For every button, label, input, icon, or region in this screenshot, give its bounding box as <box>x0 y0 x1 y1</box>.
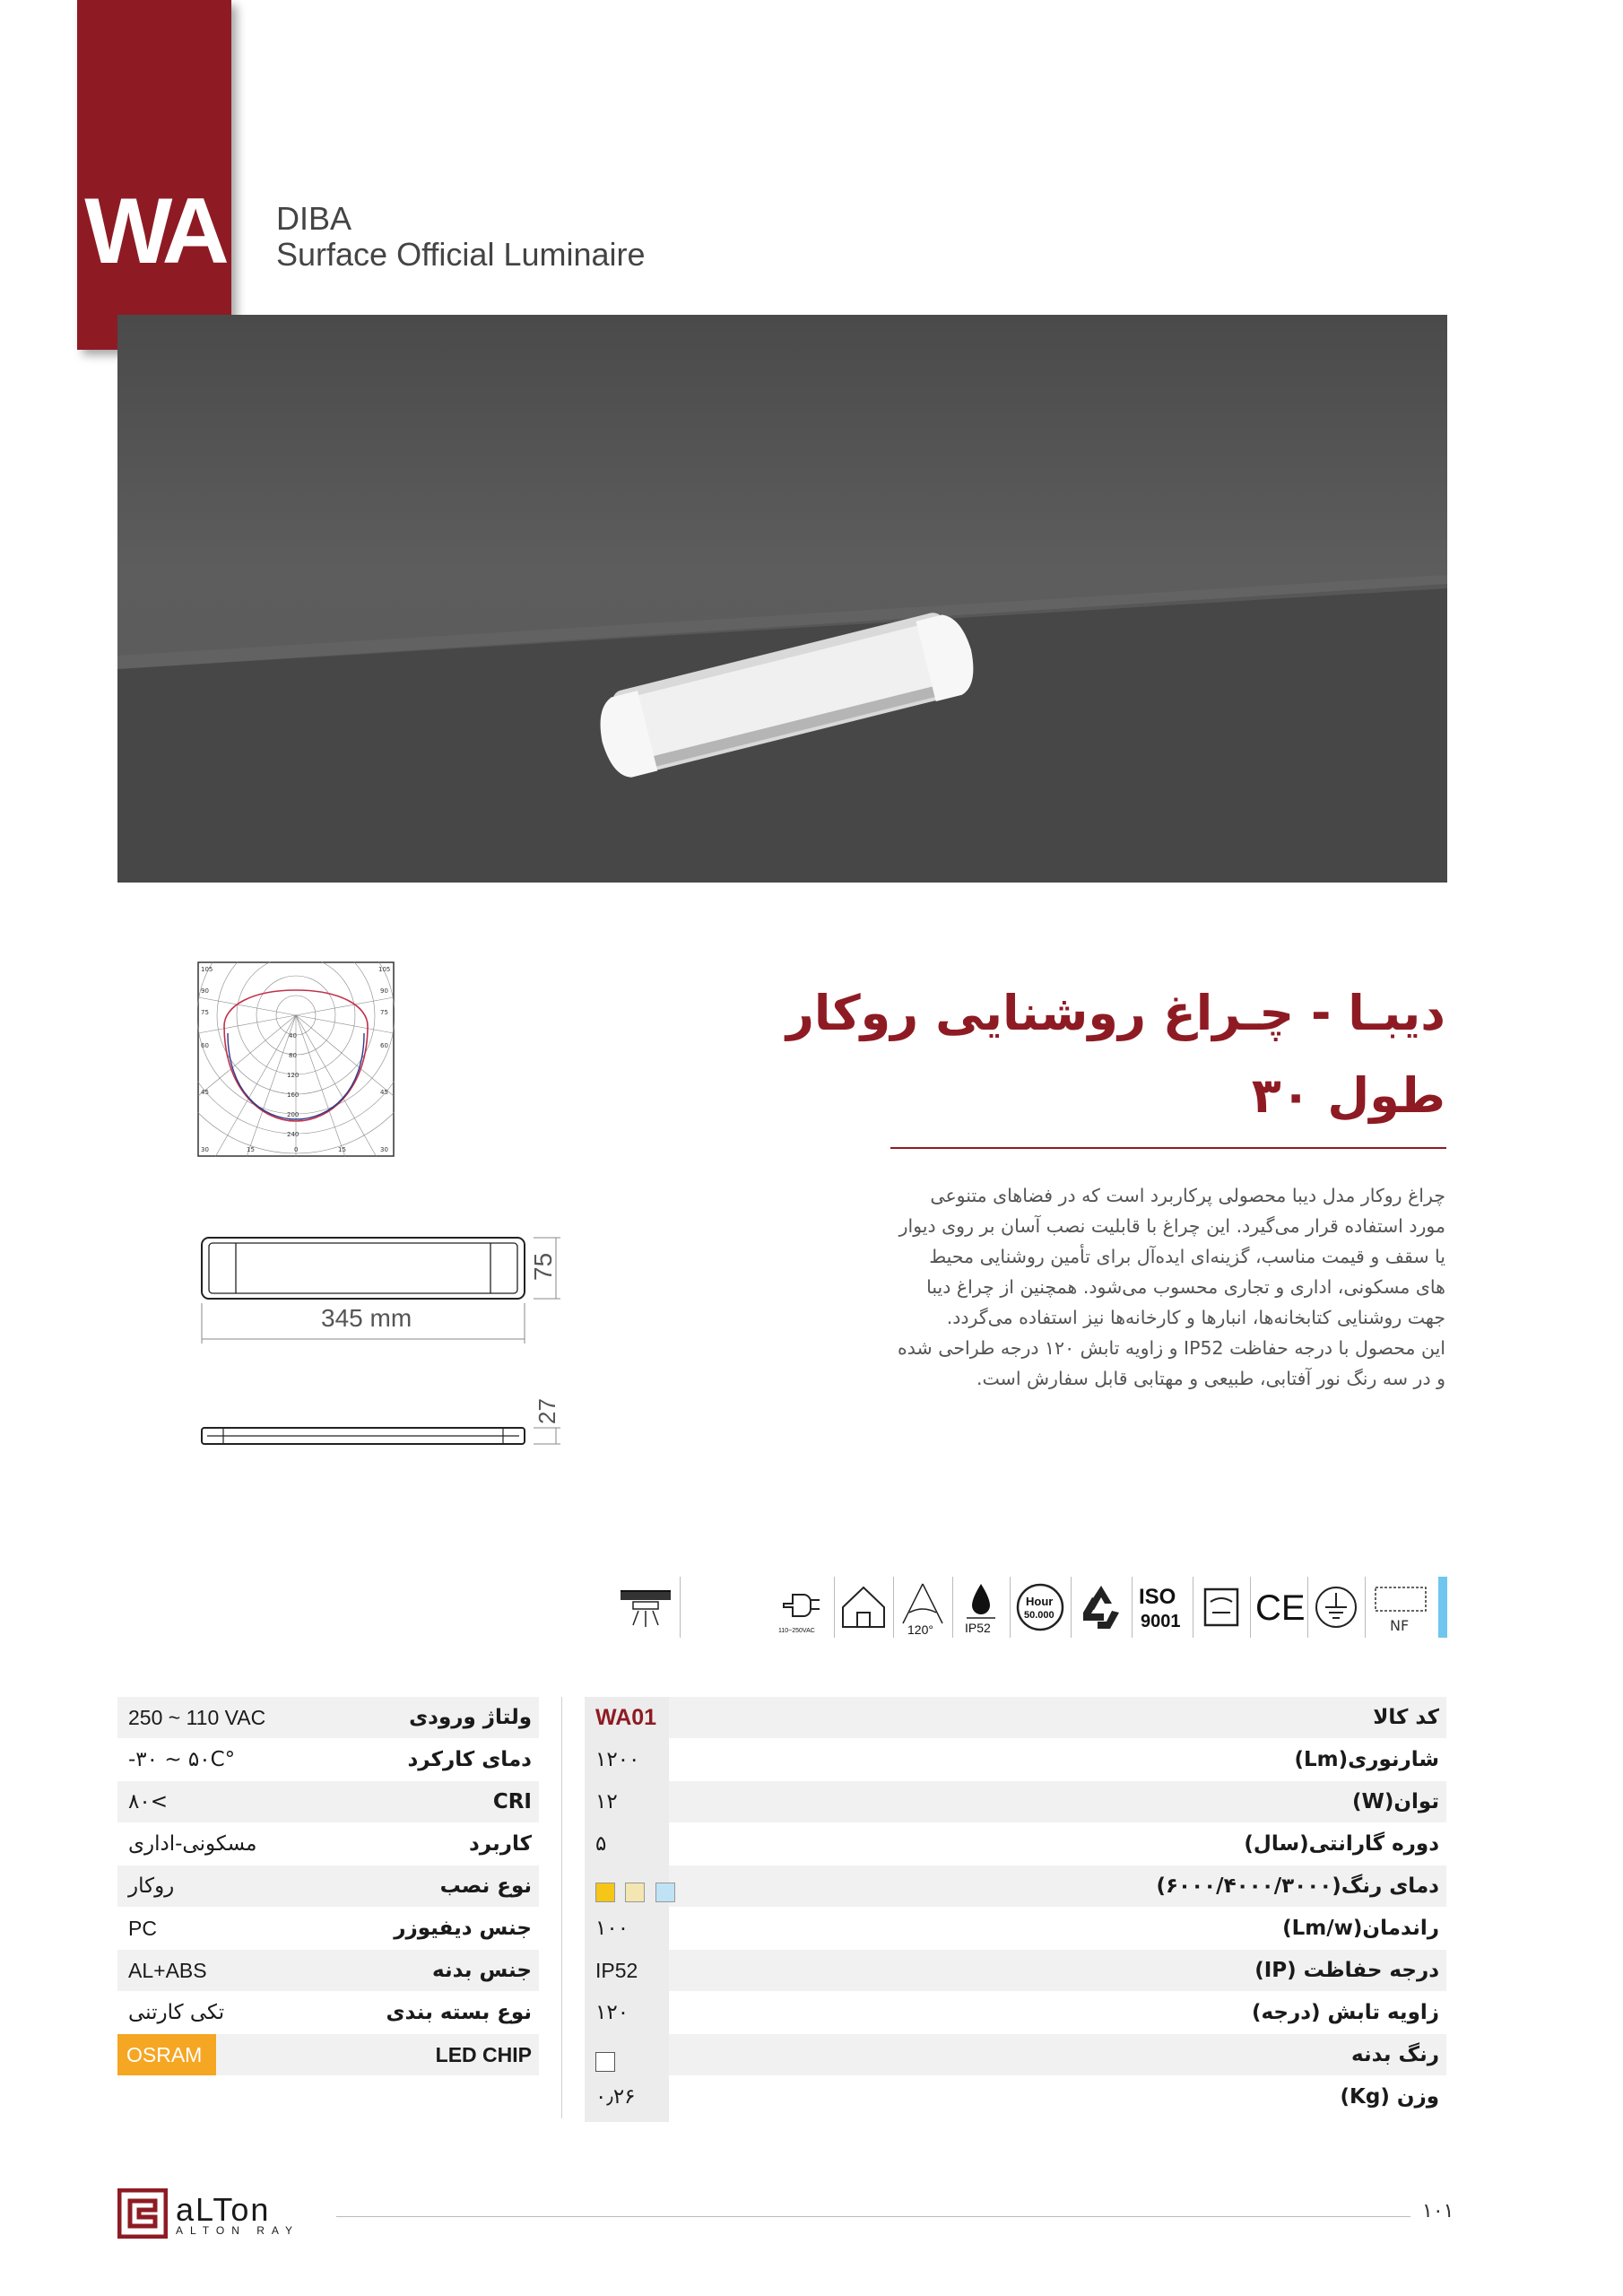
radial-label: 40 <box>289 1032 297 1039</box>
spec-row: PC جنس دیفیوزر <box>128 1917 532 1940</box>
footer-divider <box>336 2216 1410 2217</box>
series-subtitle: Surface Official Luminaire <box>276 236 646 273</box>
angle-label: 60 <box>201 1042 209 1049</box>
spec-row: WA01 کد کالا <box>585 1697 1446 1738</box>
warm-swatch <box>595 1883 615 1902</box>
iso-icon <box>1132 1577 1193 1638</box>
ground-icon <box>1307 1577 1366 1638</box>
spec-row: ۸۰< CRI <box>117 1781 539 1822</box>
series-heading <box>276 201 646 273</box>
brand-logo-mark <box>117 2188 168 2239</box>
height-dimension: 75 <box>529 1252 557 1281</box>
polar-light-distribution <box>197 961 395 1157</box>
spec-row: ۱۲۰ زاویه تابش (درجه) <box>585 1992 1446 2033</box>
product-title: دیبـا - چـراغ روشنایی روکار <box>785 985 1445 1041</box>
ce-icon <box>1250 1577 1308 1638</box>
radial-label: 160 <box>287 1091 299 1099</box>
cool-swatch <box>655 1883 675 1902</box>
accent-bar <box>1438 1577 1447 1638</box>
ceiling-mount-icon <box>608 1577 681 1638</box>
specs-table-main <box>585 1697 1446 2122</box>
spec-row: 250 ~ 110 VAC ولتاژ ورودی <box>117 1697 539 1738</box>
brand-name: aLTon <box>176 2191 271 2228</box>
spec-row: ۱۰۰ راندمان(Lm/w) <box>585 1908 1446 1949</box>
angle-label: 75 <box>201 1009 209 1016</box>
product-title-length: طول ۳۰ <box>1251 1067 1445 1124</box>
svg-text:ISO: ISO <box>1139 1585 1176 1609</box>
table-divider <box>561 1697 562 2118</box>
osram-badge: OSRAM <box>117 2034 216 2075</box>
svg-text:120°: 120° <box>907 1622 933 1637</box>
angle-label: 90 <box>201 987 209 995</box>
series-name: DIBA <box>276 200 352 237</box>
spec-row: رنگ بدنه <box>585 2034 1446 2075</box>
radial-label: 240 <box>287 1131 299 1138</box>
svg-text:CE: CE <box>1255 1588 1306 1628</box>
svg-text:Hour: Hour <box>1026 1595 1054 1608</box>
spec-row: ۰٫۲۶ وزن (Kg) <box>585 2076 1446 2118</box>
spec-row: ۱۲ توان(W) <box>585 1781 1446 1822</box>
ip52-icon <box>952 1577 1011 1638</box>
radial-label: 120 <box>287 1072 299 1079</box>
angle-label: 105 <box>378 966 391 973</box>
indoor-icon <box>834 1577 894 1638</box>
svg-text:IP52: IP52 <box>965 1621 991 1635</box>
radial-label: 200 <box>287 1111 299 1118</box>
angle-label: 0 <box>294 1146 299 1153</box>
spec-row: OSRAM LED CHIP <box>117 2034 539 2075</box>
product-code-value: WA01 <box>595 1705 657 1730</box>
dimension-drawing-side <box>193 1390 569 1453</box>
spec-row: AL+ABS جنس بدنه <box>117 1950 539 1991</box>
svg-text:50.000: 50.000 <box>1024 1610 1055 1621</box>
angle-label: 15 <box>247 1146 255 1153</box>
spec-row: تکی کارتنی نوع بسته بندی <box>128 2001 532 2024</box>
body-color-swatch <box>595 2052 615 2072</box>
dimension-drawing-front <box>193 1227 569 1352</box>
spec-row: ۱۲۰۰ شارنوری(Lm) <box>585 1739 1446 1780</box>
product-description: چراغ روکار مدل دیبا محصولی پرکاربرد است که در فضاهای متنوعی مورد استفاده قرار می‌گیرد. این چراغ با قابلیت نصب آسان بر روی دیوار یا سقف و قیمت مناسب، گزینه‌ای ایده‌آل برای تأمین روشنایی محیط های مسکونی، اداری و تجاری محسوب می‌شود. همچنین از چراغ دیبا جهت روشنایی کتابخانه‌ها، انبارها و کارخانه‌ها نیز استفاده می‌گردد. این محصول با درجه حفاظت IP52 و زاویه تابش ۱۲۰ درجه طراحی شده و در سه رنگ نور آفتابی، طبیعی و مهتابی قابل سفارش است. <box>898 1185 1445 1389</box>
angle-label: 75 <box>380 1009 388 1016</box>
angle-label: 60 <box>380 1042 388 1049</box>
angle-label: 30 <box>201 1146 209 1153</box>
svg-text:110~250VAC: 110~250VAC <box>778 1628 815 1634</box>
spec-row: IP52 درجه حفاظت (IP) <box>585 1950 1446 1991</box>
feature-icons <box>608 1577 1447 1639</box>
hour-icon <box>1010 1577 1072 1638</box>
beam-angle-icon <box>893 1577 953 1638</box>
angle-label: 105 <box>201 966 213 973</box>
depth-dimension: 27 <box>534 1398 560 1424</box>
nf-icon <box>1367 1577 1435 1638</box>
spec-row: -۳۰ ~ ۵۰C° دمای کارکرد <box>128 1748 532 1771</box>
page-number: ۱۰۱ <box>1422 2200 1454 2222</box>
series-code: WA <box>84 179 224 283</box>
angle-label: 30 <box>380 1146 388 1153</box>
product-photo <box>117 315 1447 883</box>
svg-text:9001: 9001 <box>1141 1612 1181 1631</box>
recycle-icon <box>1071 1577 1133 1638</box>
svg-text:NF: NF <box>1390 1617 1410 1634</box>
series-badge <box>77 0 231 350</box>
angle-label: 45 <box>201 1089 209 1096</box>
standard-icon <box>1193 1577 1251 1638</box>
spec-row: ۵ دوره گارانتی(سال) <box>585 1823 1446 1865</box>
natural-swatch <box>625 1883 645 1902</box>
spec-row: روکار نوع نصب <box>117 1866 539 1907</box>
angle-label: 90 <box>380 987 388 995</box>
length-dimension: 345 mm <box>321 1304 412 1332</box>
specs-table-secondary <box>117 1697 539 2117</box>
color-temp-swatches <box>595 1875 675 1897</box>
brand-subtitle: ALTON RAY <box>176 2224 300 2237</box>
spec-row: دمای رنگ(۶۰۰۰/۴۰۰۰/۳۰۰۰) <box>585 1866 1446 1907</box>
angle-label: 45 <box>380 1089 388 1096</box>
radial-label: 80 <box>289 1052 297 1059</box>
angle-label: 15 <box>338 1146 346 1153</box>
voltage-icon <box>773 1577 835 1638</box>
title-divider <box>890 1147 1446 1149</box>
spec-row: مسکونی-اداری کاربرد <box>128 1832 532 1856</box>
